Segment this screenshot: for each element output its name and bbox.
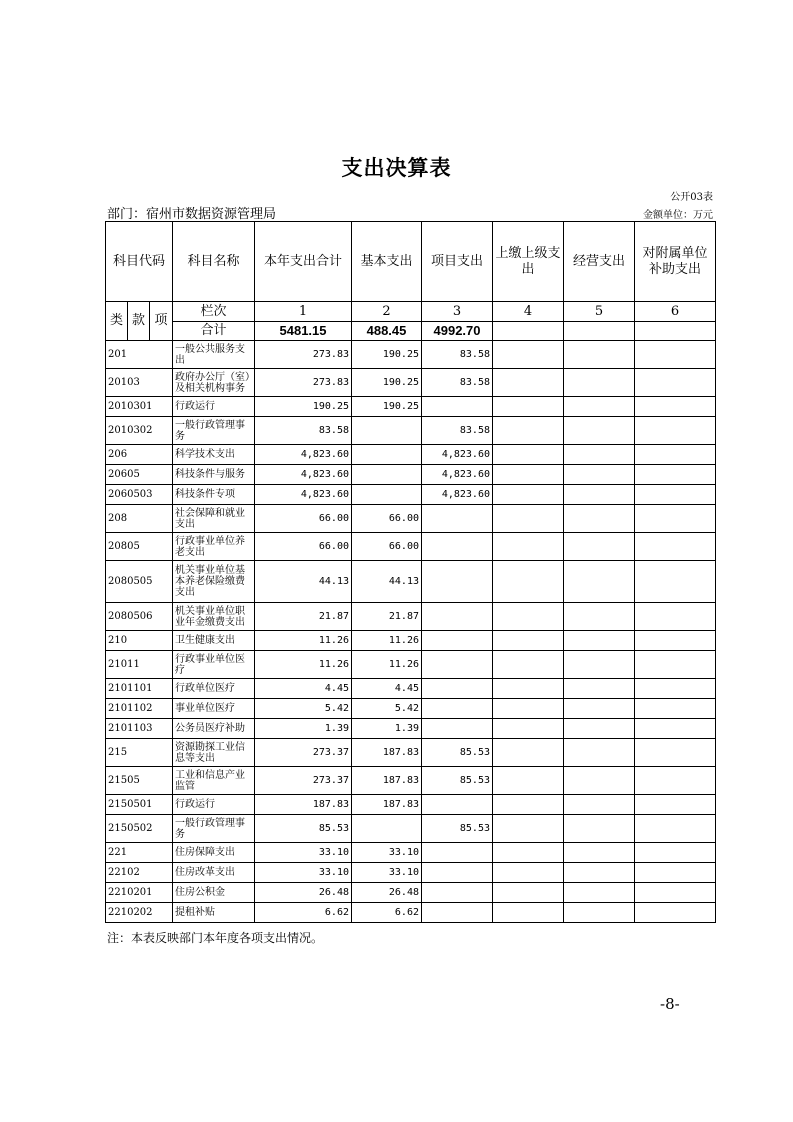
table-row — [106, 863, 716, 883]
row-upper — [493, 485, 564, 505]
row-upper — [493, 465, 564, 485]
row-upper — [493, 603, 564, 631]
row-project: 85.53 — [422, 815, 493, 843]
row-total: 4,823.60 — [255, 445, 352, 465]
row-subsidy — [635, 679, 716, 699]
row-basic: 187.83 — [352, 739, 422, 767]
row-name: 行政单位医疗 — [173, 679, 255, 699]
table-row — [106, 533, 716, 561]
row-code: 221 — [106, 843, 173, 863]
row-business — [564, 465, 635, 485]
row-basic: 187.83 — [352, 767, 422, 795]
row-upper — [493, 903, 564, 923]
row-name: 住房公积金 — [173, 883, 255, 903]
row-code: 2150502 — [106, 815, 173, 843]
row-subsidy — [635, 445, 716, 465]
row-total: 26.48 — [255, 883, 352, 903]
row-subsidy — [635, 341, 716, 369]
row-upper — [493, 739, 564, 767]
row-code: 2101101 — [106, 679, 173, 699]
row-subsidy — [635, 767, 716, 795]
header-upper: 上缴上级支出 — [493, 222, 564, 302]
row-upper — [493, 843, 564, 863]
row-project: 83.58 — [422, 417, 493, 445]
row-project: 83.58 — [422, 369, 493, 397]
row-business — [564, 533, 635, 561]
row-basic: 33.10 — [352, 863, 422, 883]
table-row — [106, 699, 716, 719]
row-project — [422, 795, 493, 815]
row-subsidy — [635, 739, 716, 767]
row-basic: 44.13 — [352, 561, 422, 603]
row-basic: 6.62 — [352, 903, 422, 923]
row-project — [422, 843, 493, 863]
row-code: 2210202 — [106, 903, 173, 923]
row-business — [564, 397, 635, 417]
row-code: 2101103 — [106, 719, 173, 739]
upper-sum — [493, 322, 564, 341]
row-total: 4,823.60 — [255, 465, 352, 485]
row-upper — [493, 883, 564, 903]
total-sum: 5481.15 — [255, 322, 352, 341]
row-business — [564, 341, 635, 369]
row-total: 1.39 — [255, 719, 352, 739]
row-name: 工业和信息产业监管 — [173, 767, 255, 795]
table-row — [106, 739, 716, 767]
row-project — [422, 651, 493, 679]
row-project — [422, 719, 493, 739]
table-row — [106, 843, 716, 863]
row-upper — [493, 815, 564, 843]
row-name: 行政事业单位医疗 — [173, 651, 255, 679]
header-name: 科目名称 — [173, 222, 255, 302]
row-upper — [493, 767, 564, 795]
row-business — [564, 863, 635, 883]
table-row — [106, 603, 716, 631]
project-sum: 4992.70 — [422, 322, 493, 341]
row-upper — [493, 631, 564, 651]
row-name: 机关事业单位基本养老保险缴费支出 — [173, 561, 255, 603]
row-upper — [493, 863, 564, 883]
col-number: 5 — [564, 302, 635, 322]
row-total: 273.37 — [255, 739, 352, 767]
row-code: 215 — [106, 739, 173, 767]
row-name: 行政事业单位养老支出 — [173, 533, 255, 561]
subsidy-sum — [635, 322, 716, 341]
row-total: 6.62 — [255, 903, 352, 923]
row-upper — [493, 533, 564, 561]
row-name: 社会保障和就业支出 — [173, 505, 255, 533]
row-name: 一般行政管理事务 — [173, 417, 255, 445]
row-total: 4.45 — [255, 679, 352, 699]
row-business — [564, 903, 635, 923]
row-code: 208 — [106, 505, 173, 533]
row-code: 2150501 — [106, 795, 173, 815]
row-basic: 5.42 — [352, 699, 422, 719]
row-name: 一般公共服务支出 — [173, 341, 255, 369]
row-name: 科技条件专项 — [173, 485, 255, 505]
row-business — [564, 505, 635, 533]
table-row — [106, 341, 716, 369]
row-project: 85.53 — [422, 767, 493, 795]
row-basic: 11.26 — [352, 631, 422, 651]
row-code: 201 — [106, 341, 173, 369]
row-project — [422, 883, 493, 903]
row-business — [564, 883, 635, 903]
row-code: 20103 — [106, 369, 173, 397]
row-project — [422, 863, 493, 883]
row-total: 66.00 — [255, 533, 352, 561]
header-heji: 合计 — [173, 322, 255, 341]
table-row — [106, 767, 716, 795]
header-code: 科目代码 — [106, 222, 173, 302]
row-subsidy — [635, 883, 716, 903]
row-basic: 187.83 — [352, 795, 422, 815]
table-row — [106, 369, 716, 397]
row-total: 4,823.60 — [255, 485, 352, 505]
row-business — [564, 651, 635, 679]
row-name: 事业单位医疗 — [173, 699, 255, 719]
row-name: 住房保障支出 — [173, 843, 255, 863]
row-upper — [493, 445, 564, 465]
row-upper — [493, 505, 564, 533]
row-upper — [493, 719, 564, 739]
row-basic — [352, 485, 422, 505]
col-number: 6 — [635, 302, 716, 322]
row-basic: 190.25 — [352, 369, 422, 397]
business-sum — [564, 322, 635, 341]
row-total: 33.10 — [255, 843, 352, 863]
table-row — [106, 795, 716, 815]
row-total: 190.25 — [255, 397, 352, 417]
row-business — [564, 417, 635, 445]
col-number: 4 — [493, 302, 564, 322]
row-basic: 26.48 — [352, 883, 422, 903]
header-lanci: 栏次 — [173, 302, 255, 322]
row-business — [564, 795, 635, 815]
row-upper — [493, 369, 564, 397]
row-business — [564, 719, 635, 739]
row-total: 83.58 — [255, 417, 352, 445]
header-subsidy: 对附属单位补助支出 — [635, 222, 716, 302]
row-subsidy — [635, 465, 716, 485]
row-project — [422, 699, 493, 719]
table-row — [106, 561, 716, 603]
row-code: 2010302 — [106, 417, 173, 445]
row-project — [422, 631, 493, 651]
row-code: 210 — [106, 631, 173, 651]
row-project — [422, 903, 493, 923]
row-total: 11.26 — [255, 651, 352, 679]
row-project — [422, 561, 493, 603]
row-subsidy — [635, 815, 716, 843]
basic-sum: 488.45 — [352, 322, 422, 341]
row-basic — [352, 445, 422, 465]
row-code: 206 — [106, 445, 173, 465]
row-business — [564, 603, 635, 631]
row-code: 2060503 — [106, 485, 173, 505]
row-total: 21.87 — [255, 603, 352, 631]
row-basic — [352, 465, 422, 485]
row-project: 83.58 — [422, 341, 493, 369]
row-name: 公务员医疗补助 — [173, 719, 255, 739]
form-number: 公开03表 — [670, 192, 713, 203]
table-row — [106, 815, 716, 843]
row-subsidy — [635, 651, 716, 679]
row-basic: 4.45 — [352, 679, 422, 699]
row-basic: 66.00 — [352, 505, 422, 533]
table-row — [106, 445, 716, 465]
row-subsidy — [635, 533, 716, 561]
row-project: 4,823.60 — [422, 445, 493, 465]
row-upper — [493, 397, 564, 417]
header-kuan: 款 — [128, 302, 150, 341]
row-total: 33.10 — [255, 863, 352, 883]
row-subsidy — [635, 417, 716, 445]
col-number: 3 — [422, 302, 493, 322]
row-code: 21011 — [106, 651, 173, 679]
row-business — [564, 485, 635, 505]
table-row — [106, 505, 716, 533]
row-name: 提租补贴 — [173, 903, 255, 923]
row-total: 273.83 — [255, 341, 352, 369]
row-name: 卫生健康支出 — [173, 631, 255, 651]
row-total: 85.53 — [255, 815, 352, 843]
row-basic: 11.26 — [352, 651, 422, 679]
row-business — [564, 739, 635, 767]
row-code: 20605 — [106, 465, 173, 485]
header-project: 项目支出 — [422, 222, 493, 302]
row-project: 85.53 — [422, 739, 493, 767]
row-name: 资源勘探工业信息等支出 — [173, 739, 255, 767]
row-subsidy — [635, 603, 716, 631]
row-total: 187.83 — [255, 795, 352, 815]
amount-unit-label: 金额单位：万元 — [643, 210, 713, 221]
row-basic: 1.39 — [352, 719, 422, 739]
row-total: 273.37 — [255, 767, 352, 795]
row-business — [564, 699, 635, 719]
row-project — [422, 397, 493, 417]
header-business: 经营支出 — [564, 222, 635, 302]
row-business — [564, 631, 635, 651]
row-upper — [493, 651, 564, 679]
row-subsidy — [635, 903, 716, 923]
page-number: -8- — [660, 995, 680, 1013]
header-total: 本年支出合计 — [255, 222, 352, 302]
row-code: 2010301 — [106, 397, 173, 417]
col-number: 1 — [255, 302, 352, 322]
row-basic: 66.00 — [352, 533, 422, 561]
row-upper — [493, 679, 564, 699]
row-upper — [493, 417, 564, 445]
table-row — [106, 465, 716, 485]
header-basic: 基本支出 — [352, 222, 422, 302]
row-total: 273.83 — [255, 369, 352, 397]
row-subsidy — [635, 863, 716, 883]
table-row — [106, 903, 716, 923]
header-xiang: 项 — [150, 302, 173, 341]
table-row — [106, 417, 716, 445]
row-subsidy — [635, 795, 716, 815]
row-upper — [493, 795, 564, 815]
row-name: 科学技术支出 — [173, 445, 255, 465]
row-name: 行政运行 — [173, 397, 255, 417]
row-total: 66.00 — [255, 505, 352, 533]
row-basic — [352, 815, 422, 843]
row-project: 4,823.60 — [422, 485, 493, 505]
row-total: 11.26 — [255, 631, 352, 651]
row-upper — [493, 699, 564, 719]
row-basic — [352, 417, 422, 445]
page-title: 支出决算表 — [341, 155, 452, 180]
row-subsidy — [635, 561, 716, 603]
table-row — [106, 631, 716, 651]
row-basic: 33.10 — [352, 843, 422, 863]
row-project — [422, 533, 493, 561]
row-upper — [493, 341, 564, 369]
row-subsidy — [635, 485, 716, 505]
row-business — [564, 445, 635, 465]
expenditure-table — [105, 221, 716, 923]
row-name: 科技条件与服务 — [173, 465, 255, 485]
row-name: 机关事业单位职业年金缴费支出 — [173, 603, 255, 631]
row-code: 2080505 — [106, 561, 173, 603]
row-project — [422, 603, 493, 631]
row-code: 22102 — [106, 863, 173, 883]
table-row — [106, 651, 716, 679]
department-label: 部门：宿州市数据资源管理局 — [107, 207, 277, 222]
row-subsidy — [635, 397, 716, 417]
row-name: 住房改革支出 — [173, 863, 255, 883]
table-note: 注：本表反映部门本年度各项支出情况。 — [107, 931, 324, 945]
table-row — [106, 679, 716, 699]
row-code: 20805 — [106, 533, 173, 561]
row-business — [564, 679, 635, 699]
row-subsidy — [635, 699, 716, 719]
row-project — [422, 679, 493, 699]
row-code: 2080506 — [106, 603, 173, 631]
row-name: 一般行政管理事务 — [173, 815, 255, 843]
row-subsidy — [635, 631, 716, 651]
col-number: 2 — [352, 302, 422, 322]
row-business — [564, 767, 635, 795]
row-project — [422, 505, 493, 533]
row-basic: 190.25 — [352, 341, 422, 369]
row-subsidy — [635, 369, 716, 397]
row-subsidy — [635, 505, 716, 533]
row-business — [564, 369, 635, 397]
row-code: 2210201 — [106, 883, 173, 903]
row-code: 2101102 — [106, 699, 173, 719]
header-lei: 类 — [106, 302, 128, 341]
table-row — [106, 883, 716, 903]
row-total: 44.13 — [255, 561, 352, 603]
table-row — [106, 397, 716, 417]
row-business — [564, 561, 635, 603]
row-basic: 190.25 — [352, 397, 422, 417]
row-total: 5.42 — [255, 699, 352, 719]
row-upper — [493, 561, 564, 603]
row-code: 21505 — [106, 767, 173, 795]
table-row — [106, 485, 716, 505]
row-basic: 21.87 — [352, 603, 422, 631]
row-business — [564, 843, 635, 863]
row-name: 行政运行 — [173, 795, 255, 815]
row-business — [564, 815, 635, 843]
row-subsidy — [635, 719, 716, 739]
row-subsidy — [635, 843, 716, 863]
row-name: 政府办公厅（室）及相关机构事务 — [173, 369, 255, 397]
table-row — [106, 719, 716, 739]
row-project: 4,823.60 — [422, 465, 493, 485]
